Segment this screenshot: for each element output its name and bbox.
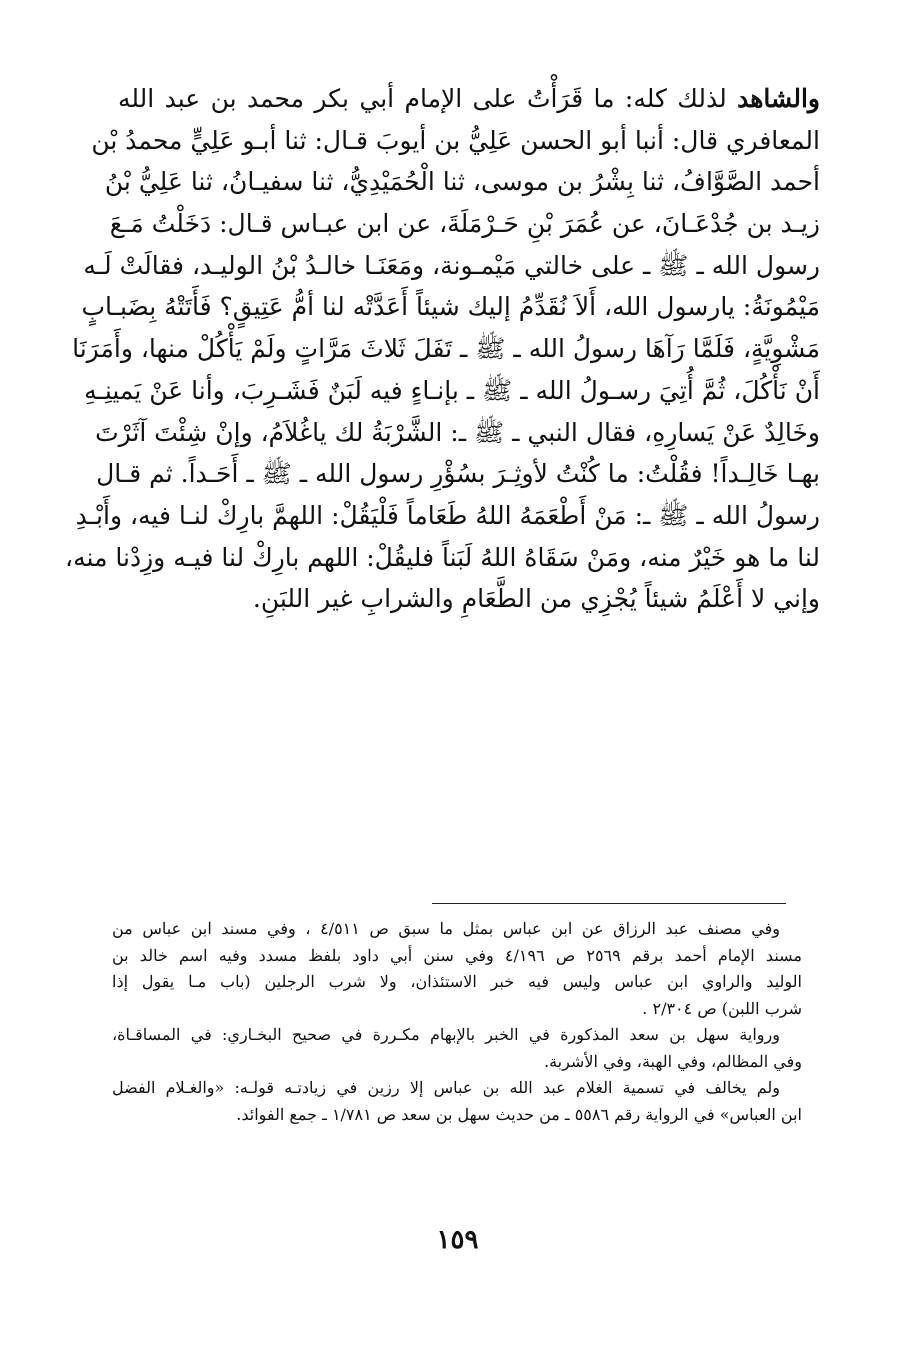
main-text-line: بهـا خَالِـداً! فقُلْتُ: ما كُنْتُ لأوثِـرَ بسُؤْرِ رسول الله ـ ﷺ ـ أَحَـداً. ثم قـال <box>96 459 820 489</box>
footnote-line: ولم يخالف في تسمية الغلام عبد الله بن عباس إلا رزين في زيادتـه قولـه: «والغـلام الفضل <box>112 1078 780 1097</box>
main-text-line: المعافري قال: أنبا أبو الحسن عَلِيُّ بن أيوبَ قـال: ثنا أبـو عَلِيٍّ محمدُ بْن <box>91 125 820 155</box>
main-text-line: لنا ما هو خَيْرٌ منه، ومَنْ سَقَاهُ اللهُ لَبَناً فليقُلْ: اللهم بارِكْ لنا فيـه وزِدْنا منه، <box>65 542 820 572</box>
main-text-line: أحمد الصَّوَّافُ، ثنا بِشْرُ بن موسى، ثنا الْحُمَيْدِيُّ، ثنا سفيـانُ، ثنا عَلِيُّ بْنُ <box>104 167 820 197</box>
main-text-line: مَيْمُونَةُ: يارسول الله، أَلاَ نُقَدِّمُ إليك شيئاً أَعَدَّتْه لنا أمُّ عَتِيقٍ؟ فَأَتَتْهُ بِضَبـابٍ <box>81 292 820 322</box>
main-text-block <box>65 78 820 620</box>
main-text-line: وإني لا أَعْلَمُ شيئاً يُجْزِي من الطَّعَامِ والشرابِ غير اللبَنِ. <box>252 584 820 614</box>
page-number: ١٥٩ <box>436 1225 479 1255</box>
footnotes-block <box>112 916 802 1128</box>
footnote-line: ابن العباس» في الرواية رقم ٥٥٨٦ ـ من حديث سهل بن سعد ص ١/٧٨١ ـ جمع الفوائد. <box>236 1104 802 1124</box>
main-text-line: أَنْ نَأْكُلَ، ثُمَّ أُتِيَ رسـولُ الله ـ ﷺ ـ بإنـاءٍ فيه لَبَنٌ فَشَـرِبَ، وأنا عَنْ يَمينِـهِ <box>84 375 820 405</box>
footnote-line: الوليد والراوي ابن عباس وليس فيه خبر الاستئذان، ولا شرب الرجلين (باب مـا يقول إذا <box>112 972 802 991</box>
lead-word: والشاهد <box>737 84 820 113</box>
footnote-line: وفي مصنف عبد الرزاق عن ابن عباس بمثل ما سبق ص ٤/٥١١ ، وفي مسند ابن عباس من <box>112 919 780 938</box>
footnote-line: شرب اللبن) ص ٢/٣٠٤ . <box>642 998 802 1018</box>
footnote-line: مسند الإمام أحمد برقم ٢٥٦٩ ص ٤/١٩٦ وفي سنن أبي داود بلفظ مسدد وفيه اسم خالد بن <box>112 945 802 965</box>
main-text-line: رسولُ الله ـ ﷺ ـ: مَنْ أَطْعَمَهُ اللهُ طَعَاماً فَلْيَقُلْ: اللهمَّ بارِكْ لنـا فيه، وأَبْـدِ <box>75 500 820 530</box>
footnote-line: ورواية سهل بن سعد المذكورة في الخبر بالإبهام مكـررة في صحيح البخـاري: في المساقـاة، <box>112 1025 780 1044</box>
main-text-line: رسول الله ـ ﷺ ـ على خالتي مَيْمـونة، ومَعَنَـا خالـدُ بْنُ الوليـد، فقالَتْ لَـه <box>83 250 820 280</box>
main-text-line: زيـد بن جُدْعَـانَ، عن عُمَرَ بْنِ حَـرْمَلَةَ، عن ابن عبـاس قـال: دَخَلْتُ مَـعَ <box>109 209 820 239</box>
footnote-divider <box>432 903 786 904</box>
main-text-line: مَشْوِيَّةٍ، فَلَمَّا رَآهَا رسولُ الله ـ ﷺ ـ تَفَلَ ثَلاثَ مَرَّاتٍ ولَمْ يَأْكُلْ منها، وأَمَرَنَا <box>72 334 820 364</box>
main-text-line: والشاهد لذلك كله: ما قَرَأْتُ على الإمام أبي بكر محمد بن عبد الله <box>118 84 820 113</box>
footnote-line: وفي المظالم، وفي الهبة، وفي الأشربة. <box>543 1051 802 1071</box>
main-text-line: وخَالِدٌ عَنْ يَسارِهِ، فقال النبي ـ ﷺ ـ: الشَّرْبَةُ لك ياغُلاَمُ، وإنْ شِئْتَ آثَرْتَ <box>95 417 820 447</box>
